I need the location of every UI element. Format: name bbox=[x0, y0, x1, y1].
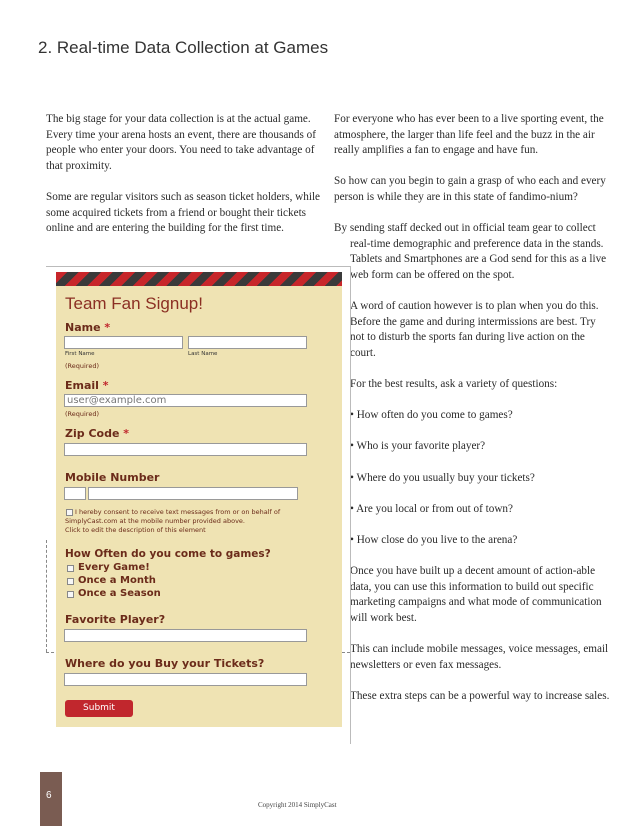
last-name-input[interactable] bbox=[188, 336, 307, 349]
option-once-a-month: Once a Month bbox=[78, 575, 156, 586]
hazard-stripe bbox=[56, 272, 342, 286]
every-game-checkbox[interactable] bbox=[67, 565, 74, 572]
signup-form-screenshot bbox=[56, 272, 342, 727]
left-column bbox=[46, 112, 324, 252]
paragraph: For the best results, ask a variety of questions: bbox=[350, 378, 558, 391]
option-once-a-season: Once a Season bbox=[78, 588, 161, 599]
list-item: • Are you local or from out of town? bbox=[350, 502, 513, 515]
paragraph: So how can you begin to gain a grasp of who each and every person is while they are in this state of fandimo-nium? bbox=[334, 175, 606, 203]
list-item: • How close do you live to the arena? bbox=[350, 534, 518, 547]
email-label: Email * bbox=[65, 379, 109, 392]
required-asterisk: * bbox=[104, 321, 111, 334]
where-buy-tickets-input[interactable] bbox=[64, 673, 307, 686]
first-name-input[interactable] bbox=[64, 336, 183, 349]
list-item: • Who is your favorite player? bbox=[350, 440, 486, 453]
where-buy-tickets-label: Where do you Buy your Tickets? bbox=[65, 657, 265, 670]
form-title: Team Fan Signup! bbox=[65, 294, 203, 313]
mobile-number-input[interactable] bbox=[88, 487, 298, 500]
paragraph: By sending staff decked out in official team gear to collect real-time demographic and preference data in the stands. Tablets and Smartphones are a God send for this as a live web form can be offered on the spot. bbox=[334, 222, 607, 281]
paragraph: Once you have built up a decent amount of action-able data, you can use this information to build out specific marketing campaigns and what mode of communication will work best. bbox=[350, 565, 602, 624]
consent-text: I hereby consent to receive text messages from or on behalf of SimplyCast.com at the mobile number provided above. bbox=[65, 508, 281, 525]
form-frame-line bbox=[350, 266, 351, 744]
paragraph: A word of caution however is to plan when you do this. Before the game and during intermissions are best. Try not to disturb the sports fan during live action on the court. bbox=[350, 300, 599, 359]
required-note: (Required) bbox=[65, 362, 100, 370]
email-input[interactable]: user@example.com bbox=[64, 394, 307, 407]
first-name-caption: First Name bbox=[65, 351, 95, 357]
question-list bbox=[334, 408, 612, 548]
paragraph: The big stage for your data collection is at the actual game. Every time your arena hosts an event, there are thousands of people who enter your doors. You need to take advantage of that proximity. bbox=[46, 113, 316, 172]
paragraph: Some are regular visitors such as season ticket holders, while some acquired tickets from a friend or bought their tickets online and are entering the building for the first time. bbox=[46, 190, 321, 235]
once-a-season-checkbox[interactable] bbox=[67, 591, 74, 598]
paragraph: For everyone who has ever been to a live sporting event, the atmosphere, the larger than life feel and the buzz in the air really amplifies a fan to engage and have fun. bbox=[334, 113, 604, 157]
page-number: 6 bbox=[46, 790, 52, 801]
mobile-area-code-input[interactable] bbox=[64, 487, 86, 500]
page-heading: 2. Real-time Data Collection at Games bbox=[38, 38, 329, 57]
name-label: Name * bbox=[65, 321, 111, 334]
paragraph: These extra steps can be a powerful way to increase sales. bbox=[350, 689, 610, 702]
last-name-caption: Last Name bbox=[188, 351, 218, 357]
once-a-month-checkbox[interactable] bbox=[67, 578, 74, 585]
zip-code-input[interactable] bbox=[64, 443, 307, 456]
form-frame-line bbox=[46, 266, 350, 267]
right-column bbox=[334, 112, 612, 720]
how-often-label: How Often do you come to games? bbox=[65, 548, 271, 560]
zip-code-label: Zip Code * bbox=[65, 427, 130, 440]
paragraph: This can include mobile messages, voice messages, email newsletters or even fax messages. bbox=[350, 643, 609, 671]
edit-description-note: Click to edit the description of this element bbox=[65, 526, 206, 534]
required-asterisk: * bbox=[123, 427, 130, 440]
copyright-notice: Copyright 2014 SimplyCast bbox=[258, 801, 337, 809]
submit-button[interactable]: Submit bbox=[65, 700, 133, 717]
form-frame-dashed-line bbox=[46, 540, 47, 652]
required-note: (Required) bbox=[65, 410, 100, 418]
favorite-player-label: Favorite Player? bbox=[65, 613, 166, 626]
list-item: • How often do you come to games? bbox=[350, 409, 513, 422]
option-every-game: Every Game! bbox=[78, 562, 150, 573]
list-item: • Where do you usually buy your tickets? bbox=[350, 471, 535, 484]
mobile-number-label: Mobile Number bbox=[65, 471, 160, 484]
required-asterisk: * bbox=[102, 379, 109, 392]
favorite-player-input[interactable] bbox=[64, 629, 307, 642]
